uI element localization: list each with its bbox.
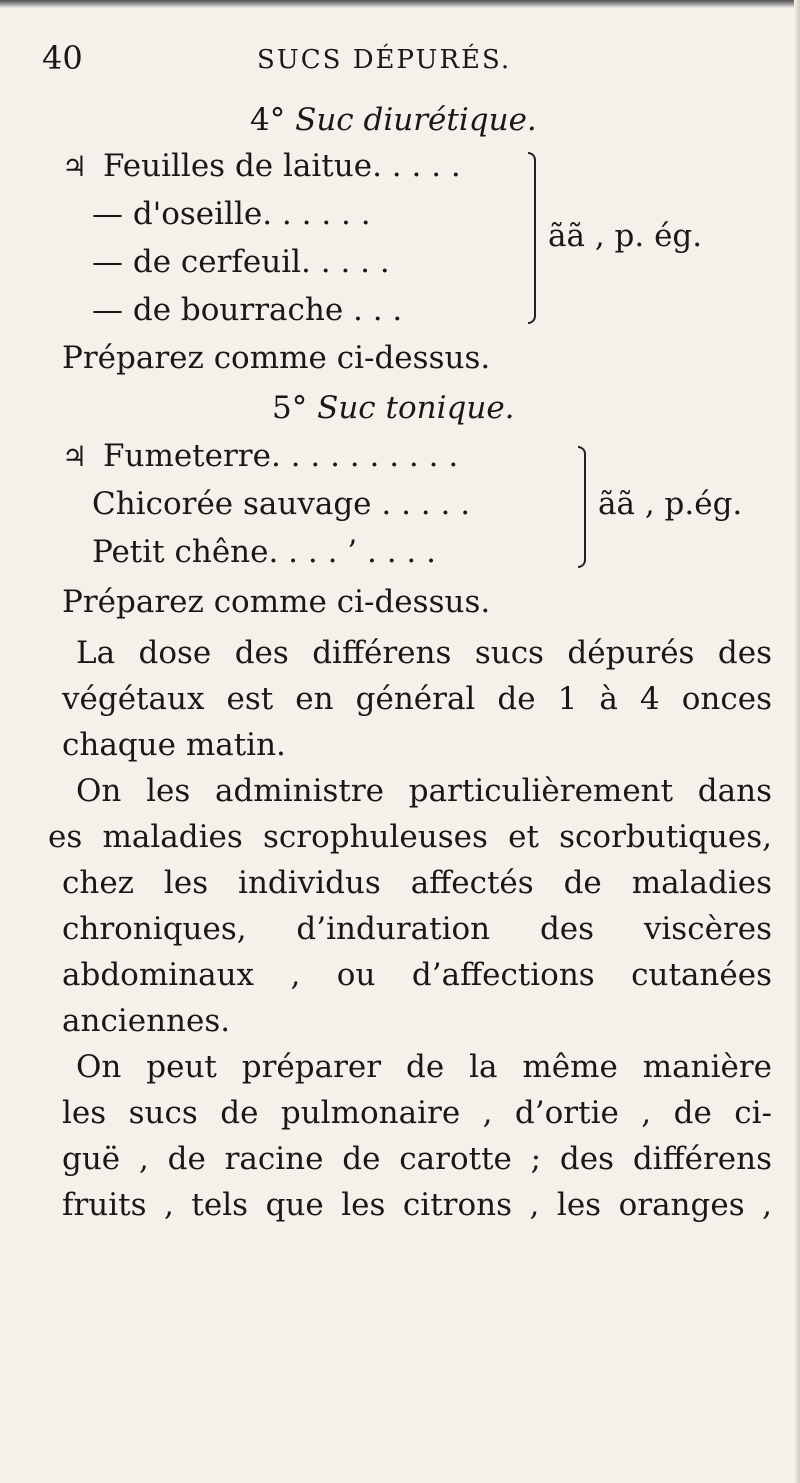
recipe-item: — d'oseille. . . . . . [92, 196, 371, 232]
item-label: Fumeterre. . . . . . . . . . [102, 438, 459, 474]
text-line: es maladies scrophuleuses et scorbutiques, [48, 819, 772, 855]
paragraph-administration [48, 768, 772, 1044]
text-line: anciennes. [62, 1003, 231, 1039]
running-title: SUCS DÉPURÉS. [257, 45, 512, 75]
paragraph-preparation [62, 1044, 772, 1228]
text-line: On peut préparer de la même manière [76, 1049, 772, 1085]
heading-title: Suc diurétique. [295, 102, 537, 138]
section-heading-diuretique [250, 102, 537, 138]
instruction-text: Préparez comme ci-dessus. [62, 584, 491, 620]
brace-note: ãã , p.ég. [598, 486, 743, 522]
text-line: abdominaux , ou d’affections cutanées [62, 957, 772, 993]
instruction-text: Préparez comme ci-dessus. [62, 340, 491, 376]
heading-title: Suc tonique. [317, 390, 515, 426]
text-line: chez les individus affectés de maladies [62, 865, 772, 901]
text-line: guë , de racine de carotte ; des différens [62, 1141, 772, 1177]
page-number: 40 [42, 39, 83, 77]
text-line: végétaux est en général de 1 à 4 onces [62, 681, 772, 717]
text-line: chaque matin. [62, 727, 286, 763]
text-line: chroniques, d’induration des viscères [62, 911, 772, 947]
heading-number: 5° [272, 390, 308, 426]
recipe-item: — de cerfeuil. . . . . [92, 244, 390, 280]
recipe-item: Petit chêne. . . . ’ . . . . [92, 534, 436, 570]
paragraph-dose [62, 630, 772, 768]
brace-icon [578, 446, 586, 568]
text-line: La dose des différens sucs dépurés des [76, 635, 772, 671]
item-label: Feuilles de laitue. . . . . [102, 148, 461, 184]
text-line: On les administre particulièrement dans [76, 773, 772, 809]
recipe-symbol-icon: ♃ [62, 440, 88, 473]
brace-note: ãã , p. ég. [548, 218, 703, 254]
recipe-item: — de bourrache . . . [92, 292, 403, 328]
heading-number: 4° [250, 102, 286, 138]
recipe-symbol-icon: ♃ [62, 150, 88, 183]
recipe-item: Chicorée sauvage . . . . . [92, 486, 471, 522]
recipe-item [62, 148, 461, 185]
brace-icon [528, 152, 536, 324]
text-line: les sucs de pulmonaire , d’ortie , de ci- [62, 1095, 772, 1131]
section-heading-tonique [272, 390, 515, 426]
recipe-item [62, 438, 458, 475]
text-line: fruits , tels que les citrons , les oranges , [62, 1187, 772, 1223]
page-top-border [0, 0, 800, 8]
page-edge-shadow [794, 0, 800, 1483]
